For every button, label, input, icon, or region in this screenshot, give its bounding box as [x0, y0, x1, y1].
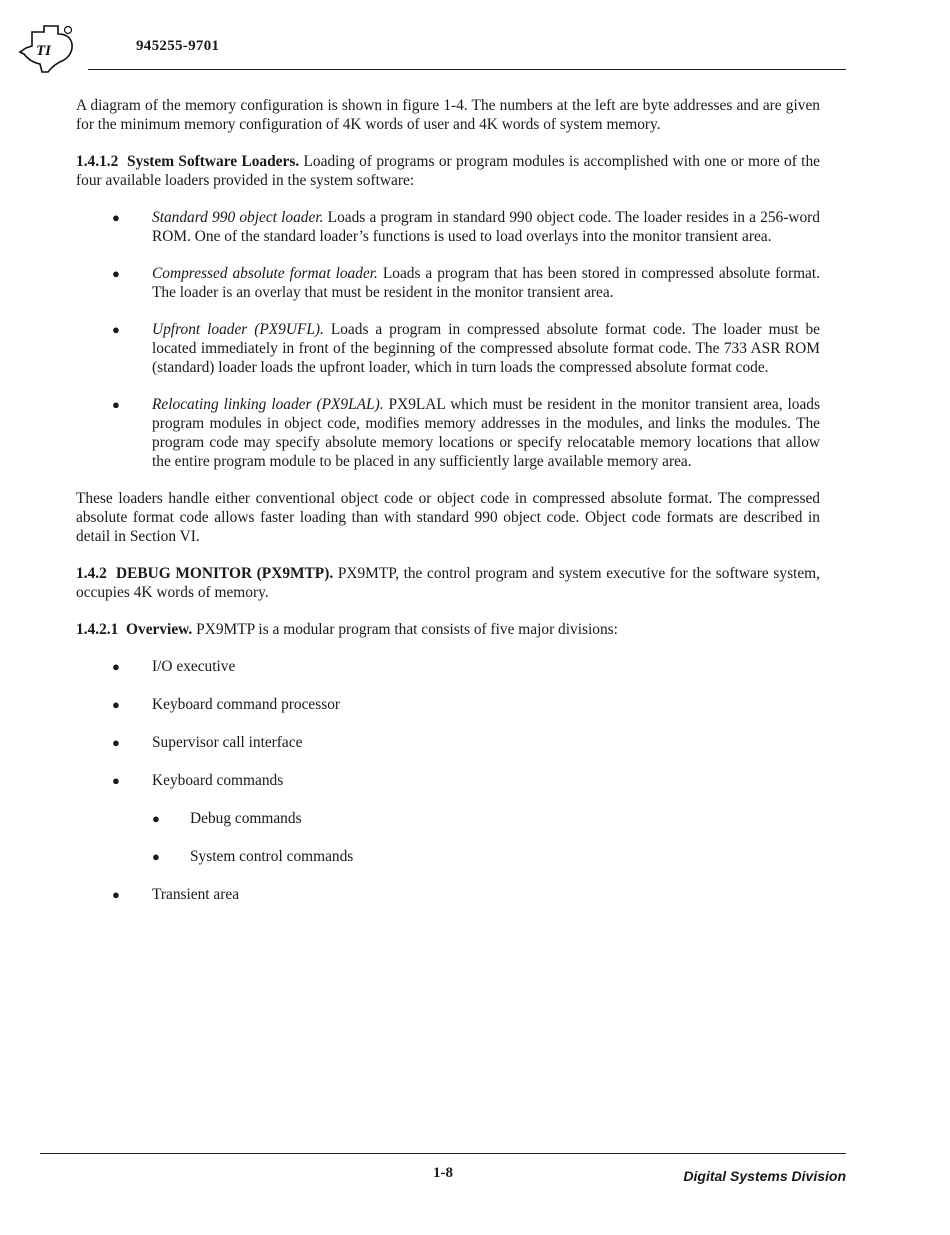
loader-list	[76, 208, 820, 471]
item-title: Compressed absolute format loader.	[152, 265, 378, 282]
list-item	[76, 264, 820, 302]
item-text: Loads a program that has been stored in compressed absolute format. The loader is an overlay that must be resident in the monitor transient area.	[152, 265, 820, 301]
page-body	[76, 96, 820, 923]
texas-instruments-logo	[18, 22, 86, 76]
section-number: 1.4.2.1	[76, 621, 119, 638]
section-1-4-2	[76, 564, 820, 602]
list-item	[76, 771, 820, 866]
list-item: ● Supervisor call interface	[76, 733, 820, 752]
item-title: Upfront loader (PX9UFL).	[152, 321, 324, 338]
sub-list-item: ● Debug commands	[152, 809, 820, 828]
item-text: Loads a program in standard 990 object code. The loader resides in a 256-word ROM. One of the standard loader’s functions is used to load overlays into the monitor transient area.	[152, 209, 820, 245]
item-text: PX9LAL which must be resident in the monitor transient area, loads program modules in object code, modifies memory addresses in the modules, and links the modules. The program code may specify absolute memory locations or specify relocatable memory locations that allow the entire program module to be placed in any sufficiently large available memory area.	[152, 396, 820, 470]
list-item: ● I/O executive	[76, 657, 820, 676]
division-name: Digital Systems Division	[683, 1168, 846, 1184]
loaders-closing-paragraph: These loaders handle either conventional object code or object code in compressed absolute format. The compressed absolute format code allows faster loading than with standard 990 object code. Object code formats are described in detail in Section VI.	[76, 490, 820, 545]
section-title: Overview.	[126, 621, 193, 638]
list-item	[76, 320, 820, 377]
intro-paragraph: A diagram of the memory configuration is shown in figure 1-4. The numbers at the left are byte addresses and are given for the minimum memory configuration of 4K words of user and 4K words of system memory.	[76, 97, 820, 133]
item-text: Loads a program in compressed absolute format code. The loader must be located immediately in front of the beginning of the compressed absolute format code. The 733 ASR ROM (standard) loader loads the upfront loader, which in turn loads the compressed absolute format code.	[152, 321, 820, 376]
item-title: Standard 990 object loader.	[152, 209, 324, 226]
section-1-4-1-2	[76, 152, 820, 190]
section-text: Loading of programs or program modules is accomplished with one or more of the four available loaders provided in the system software:	[76, 153, 820, 189]
page-header	[18, 18, 846, 76]
section-text: PX9MTP, the control program and system executive for the software system, occupies 4K words of memory.	[76, 565, 820, 601]
footer-rule	[40, 1153, 846, 1154]
page-number: 1-8	[433, 1165, 453, 1181]
item-title: Relocating linking loader (PX9LAL).	[152, 396, 384, 413]
keyboard-commands-sublist	[152, 809, 820, 866]
section-number: 1.4.2	[76, 565, 107, 582]
section-title: DEBUG MONITOR (PX9MTP).	[116, 565, 334, 582]
sub-list-item: ● System control commands	[152, 847, 820, 866]
section-text: PX9MTP is a modular program that consists of five major divisions:	[196, 621, 618, 638]
list-item	[76, 208, 820, 246]
division-list	[76, 657, 820, 904]
section-number: 1.4.1.2	[76, 153, 119, 170]
header-rule	[88, 69, 846, 70]
svg-text:TI: TI	[36, 43, 51, 59]
section-title: System Software Loaders.	[127, 153, 300, 170]
list-item: ● Transient area	[76, 885, 820, 904]
list-item	[76, 395, 820, 471]
list-item: ● Keyboard command processor	[76, 695, 820, 714]
document-number: 945255-9701	[136, 38, 220, 54]
section-1-4-2-1	[76, 620, 820, 639]
item-label: Keyboard commands	[152, 772, 284, 789]
page-footer	[40, 1153, 846, 1193]
